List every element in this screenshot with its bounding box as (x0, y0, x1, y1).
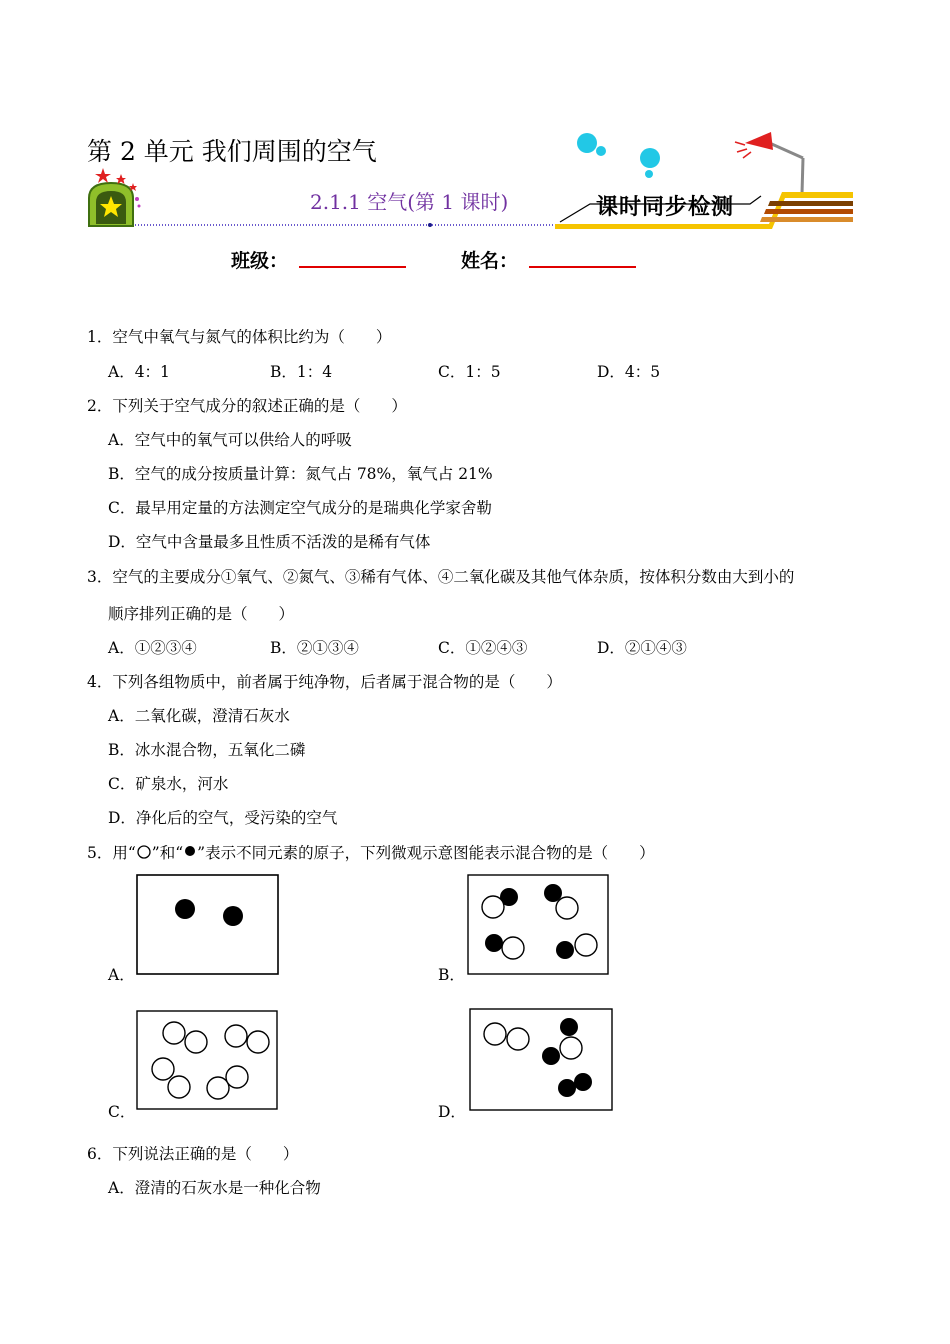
question-3-stem-line1: 3．空气的主要成分①氧气、②氮气、③稀有气体、④二氧化碳及其他气体杂质，按体积分数由大到小的 (87, 568, 795, 586)
name-field[interactable] (529, 266, 636, 268)
question-6-stem: 6．下列说法正确的是（ ） (87, 1145, 299, 1163)
question-4-option-c: C．矿泉水，河水 (108, 775, 229, 793)
question-5-option-c: C． (108, 1103, 136, 1121)
question-3-option-a: A．①②③④ (108, 639, 197, 657)
question-4-option-d: D．净化后的空气，受污染的空气 (108, 809, 338, 827)
question-5-stem-suffix: ”表示不同元素的原子，下列微观示意图能表示混合物的是（ ） (197, 844, 655, 862)
diagram-d (469, 1008, 614, 1112)
diagram-a (136, 874, 280, 976)
filled-atom (223, 906, 243, 926)
question-2-option-d: D．空气中含量最多且性质不活泼的是稀有气体 (108, 533, 431, 551)
filled-circle-atom-icon (183, 845, 197, 859)
question-6-option-a: A．澄清的石灰水是一种化合物 (108, 1179, 321, 1197)
question-3-option-c: C．①②④③ (438, 639, 528, 657)
question-5-stem-prefix: 5．用“ (87, 844, 136, 862)
question-3-option-d: D．②①④③ (597, 639, 687, 657)
question-3-option-b: B．②①③④ (270, 639, 359, 657)
class-label: 班级： (231, 250, 289, 272)
unit-title: 第 2 单元 我们周围的空气 (87, 137, 377, 166)
question-3-stem-line2: 顺序排列正确的是（ ） (108, 605, 295, 623)
question-5-stem-mid: ”和“ (151, 844, 184, 862)
question-1-option-b: B．1：4 (270, 363, 333, 381)
question-1-option-a: A．4：1 (108, 363, 170, 381)
bubbles-icon (577, 133, 660, 178)
badge-text: 课时同步检测 (596, 194, 735, 220)
open-circle-atom-icon (136, 844, 152, 860)
question-4-option-a: A．二氧化碳，澄清石灰水 (108, 707, 290, 725)
question-2-stem: 2．下列关于空气成分的叙述正确的是（ ） (87, 397, 407, 415)
diagram-b (467, 874, 610, 976)
filled-atom (175, 899, 195, 919)
question-2-option-a: A．空气中的氧气可以供给人的呼吸 (108, 431, 352, 449)
question-4-option-b: B．冰水混合物，五氧化二磷 (108, 741, 306, 759)
header-banner (85, 128, 860, 233)
house-logo-icon (89, 168, 141, 226)
name-label: 姓名： (461, 250, 519, 272)
question-4-stem: 4．下列各组物质中，前者属于纯净物，后者属于混合物的是（ ） (87, 673, 562, 691)
desk-lamp-icon (735, 132, 803, 194)
question-2-option-c: C．最早用定量的方法测定空气成分的是瑞典化学家舍勒 (108, 499, 492, 517)
question-1-option-c: C．1：5 (438, 363, 501, 381)
diagram-c (136, 1010, 279, 1111)
question-5-stem (87, 841, 655, 863)
question-5-option-d: D． (438, 1103, 466, 1121)
question-2-option-b: B．空气的成分按质量计算：氮气占 78%，氧气占 21% (108, 465, 493, 483)
class-field[interactable] (299, 266, 406, 268)
question-1-option-d: D．4：5 (597, 363, 661, 381)
question-5-option-b: B． (438, 966, 465, 984)
question-5-option-a: A． (108, 966, 135, 984)
lesson-title: 2.1.1 空气(第 1 课时) (310, 190, 509, 214)
question-1-stem: 1．空气中氧气与氮气的体积比约为（ ） (87, 328, 392, 346)
